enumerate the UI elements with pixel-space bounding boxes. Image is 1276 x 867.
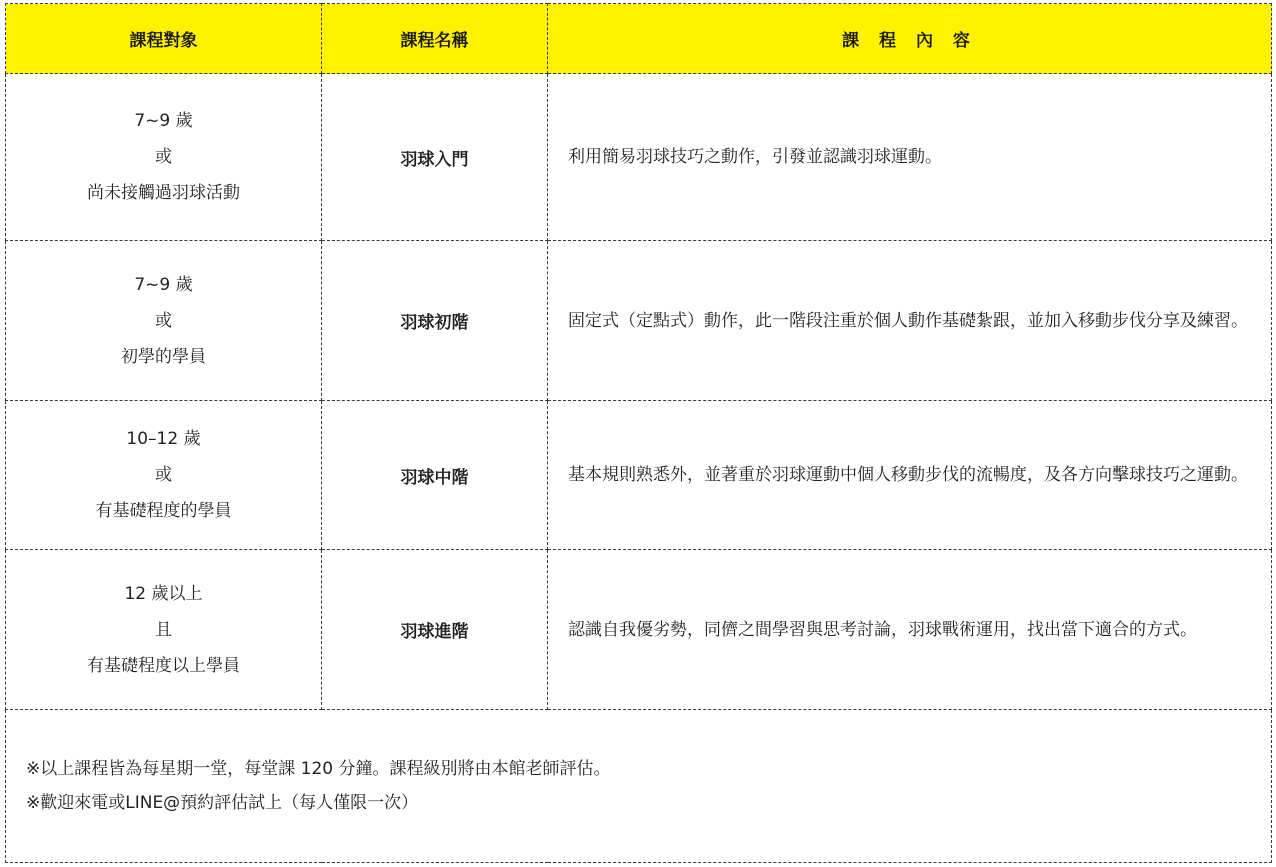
target-age: 12 歲以上 [124, 583, 203, 604]
table-row [6, 74, 1272, 241]
note-trial-booking: ※歡迎來電或LINE@預約評估試上（每人僅限一次） [26, 793, 419, 813]
header-course-content: 課 程 內 容 [548, 4, 1272, 74]
header-row [6, 4, 1272, 74]
target-cell [6, 74, 322, 241]
course-name-cell: 羽球進階 [322, 550, 548, 710]
target-conjunction: 或 [155, 465, 172, 485]
course-name-cell: 羽球中階 [322, 401, 548, 550]
course-content-cell: 認識自我優劣勢，同儕之間學習與思考討論，羽球戰術運用，找出當下適合的方式。 [548, 550, 1272, 710]
target-age: 10–12 歲 [126, 429, 201, 449]
target-conjunction: 或 [155, 310, 172, 331]
target-condition: 有基礎程度的學員 [95, 501, 232, 521]
course-content-cell: 固定式（定點式）動作，此一階段注重於個人動作基礎紮跟，並加入移動步伐分享及練習。 [548, 241, 1272, 401]
notes-cell [6, 710, 1272, 863]
course-content-cell: 基本規則熟悉外，並著重於羽球運動中個人移動步伐的流暢度，及各方向擊球技巧之運動。 [548, 401, 1272, 550]
footer-row [6, 710, 1272, 863]
header-target: 課程對象 [6, 4, 322, 74]
course-name-cell: 羽球入門 [322, 74, 548, 241]
note-schedule: ※以上課程皆為每星期一堂，每堂課 120 分鐘。課程級別將由本館老師評估。 [26, 759, 611, 779]
course-content-cell: 利用簡易羽球技巧之動作，引發並認識羽球運動。 [548, 74, 1272, 241]
target-cell [6, 550, 322, 710]
table-row [6, 241, 1272, 401]
table-row [6, 401, 1272, 550]
target-age: 7~9 歲 [134, 274, 193, 295]
target-condition: 尚未接觸過羽球活動 [87, 183, 240, 203]
course-name-cell: 羽球初階 [322, 241, 548, 401]
course-table [5, 3, 1272, 863]
target-conjunction: 且 [155, 619, 172, 640]
target-condition: 有基礎程度以上學員 [87, 655, 240, 676]
table-row [6, 550, 1272, 710]
target-age: 7~9 歲 [134, 111, 193, 131]
target-cell [6, 401, 322, 550]
header-course-name: 課程名稱 [322, 4, 548, 74]
target-condition: 初學的學員 [121, 346, 206, 367]
target-conjunction: 或 [155, 147, 172, 167]
target-cell [6, 241, 322, 401]
